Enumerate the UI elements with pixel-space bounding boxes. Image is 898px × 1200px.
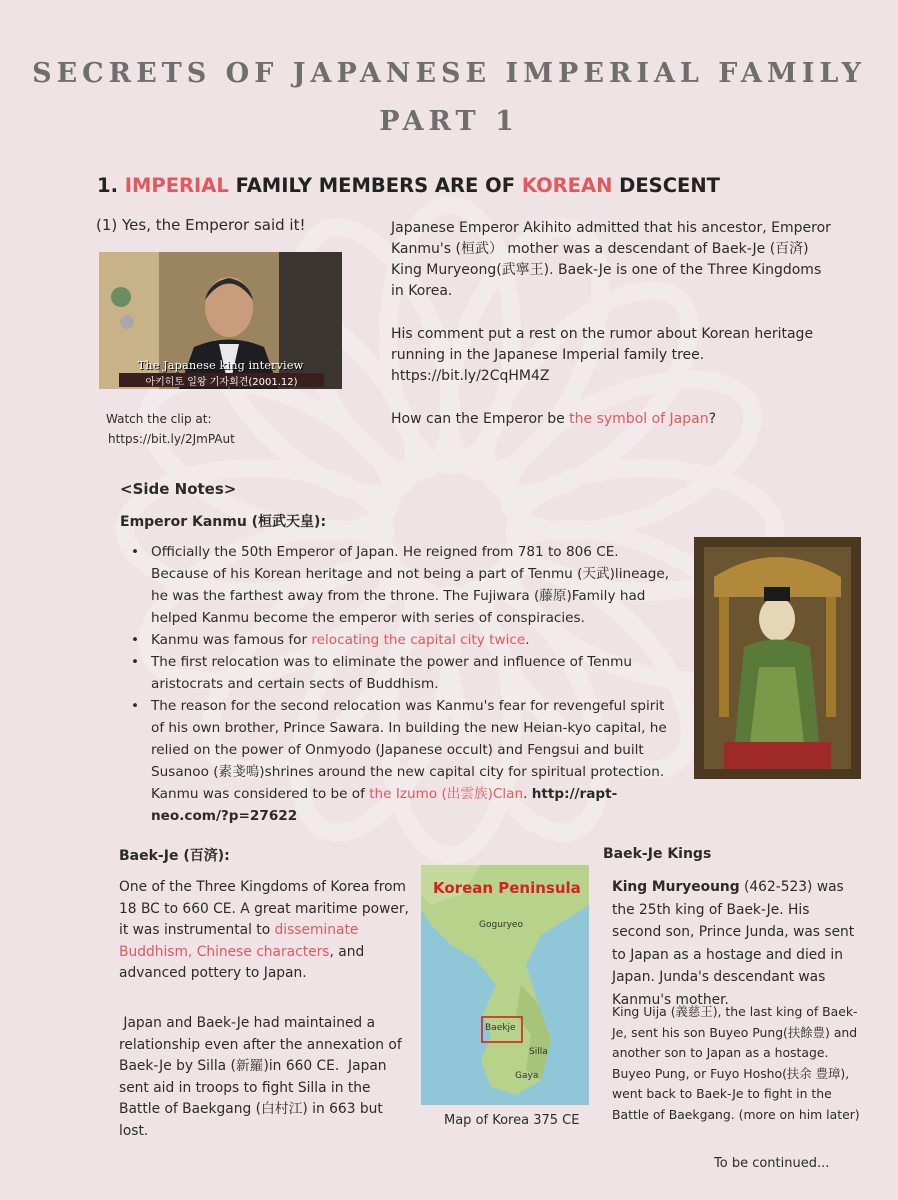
list-item — [119, 541, 679, 629]
section-heading — [97, 174, 720, 197]
baekje-paragraph-2: Japan and Baek-Je had maintained a relationship even after the annexation of Baek-Je by Silla (新羅)in 660 CE. Japan sent aid in troops to fight Silla in the Battle of Baekgang (白村江) in 663 but lost. — [119, 1015, 407, 1139]
bullet-icon: • — [131, 698, 140, 714]
clip-link[interactable]: https://bit.ly/2JmPAut — [108, 432, 235, 446]
map-label-baekje: Baekje — [485, 1023, 516, 1033]
kanmu-bullet-list — [119, 541, 679, 827]
baekje-paragraph-1 — [119, 877, 409, 985]
p3-start: How can the Emperor be — [391, 411, 570, 427]
bullet-text: The first relocation was to eliminate the power and influence of Tenmu aristocrats and certain sects of Buddhism. — [151, 654, 632, 692]
rapt-link[interactable]: http://rapt-neo.com/?p=27622 — [151, 786, 618, 824]
bullet-text-red: relocating the capital city twice — [311, 632, 526, 648]
bullet-text-b: . — [525, 632, 530, 648]
kanmu-heading: Emperor Kanmu (桓武天皇): — [120, 514, 327, 530]
bullet-icon: • — [131, 544, 140, 560]
section-tail: DESCENT — [612, 174, 720, 197]
bullet-text: Officially the 50th Emperor of Japan. He reigned from 781 to 806 CE. Because of his Korean heritage and not being a part of Tenmu (天武)lineage, he was the farthest away from the throne. The Fujiwara (藤原)Family had helped Kanmu become the emperor with series of conspiracies. — [151, 544, 670, 626]
to-be-continued: To be continued... — [714, 1156, 830, 1171]
map-label-goguryeo: Goguryeo — [479, 920, 523, 930]
section-number: 1. — [97, 174, 125, 197]
korea-map — [421, 865, 589, 1105]
emperor-paragraph-1: Japanese Emperor Akihito admitted that his ancestor, Emperor Kanmu's (桓武） mother was a descendant of Baek-Je (百済) King Muryeong(武寧王). Baek-Je is one of the Three Kingdoms in Korea. — [391, 220, 831, 299]
clip-label: Watch the clip at: — [106, 412, 212, 426]
map-caption: Map of Korea 375 CE — [444, 1113, 580, 1128]
king-muryeoung-name: King Muryeoung — [612, 879, 740, 895]
section-word-korean: KOREAN — [521, 174, 613, 197]
video-caption-korean-text: 아키히토 일왕 기자회견 — [145, 377, 249, 388]
kanmu-portrait — [694, 537, 861, 779]
list-item — [119, 651, 679, 695]
video-caption-date: (2001.12) — [248, 377, 298, 388]
emperor-source-link[interactable]: https://bit.ly/2CqHM4Z — [391, 368, 550, 384]
emperor-video-still[interactable] — [99, 252, 342, 389]
bullet-text-a: The reason for the second relocation was Kanmu's fear for revengeful spirit of his own brother, Prince Sawara. In building the new Heian-kyo capital, he relied on the power of Onmyodo (Japanese occult) and Fengsui and built Susanoo (素戔嗚)shrines around the new capital city for spiritual protection. Kanmu was considered to be of — [151, 698, 667, 802]
section-mid: FAMILY MEMBERS ARE OF — [228, 174, 522, 197]
bullet-text-b: . — [523, 786, 532, 802]
map-label-silla: Silla — [529, 1047, 548, 1057]
bullet-text-red: the Izumo (出雲族)Clan — [369, 786, 524, 802]
baekje-p1-highlight: disseminate Buddhism, Chinese characters — [119, 922, 359, 960]
baekje-p1-start: One of the Three Kingdoms of Korea from 18 BC to 660 CE. A great maritime power, it was instrumental to — [119, 879, 409, 938]
p3-highlight: the symbol of Japan — [569, 411, 709, 427]
bullet-icon: • — [131, 654, 140, 670]
page-title-line2: PART 1 — [379, 106, 519, 137]
side-notes-heading: <Side Notes> — [120, 480, 237, 498]
kings-paragraph-1 — [612, 876, 860, 1011]
video-caption-english: The Japanese king interview — [137, 358, 304, 372]
emperor-paragraph-3 — [391, 409, 716, 430]
baekje-heading: Baek-Je (百済): — [119, 848, 230, 864]
kings-heading: Baek-Je Kings — [603, 846, 712, 862]
bullet-text-a: Kanmu was famous for — [151, 632, 312, 648]
list-item — [119, 695, 679, 827]
list-item — [119, 629, 679, 651]
section-word-imperial: IMPERIAL — [124, 174, 229, 197]
p3-end: ? — [708, 411, 717, 427]
emperor-paragraph-2: His comment put a rest on the rumor about Korean heritage running in the Japanese Imperial family tree. — [391, 326, 814, 363]
kanmu-painting-icon — [694, 537, 861, 779]
video-caption-korean — [119, 373, 324, 387]
map-label-gaya: Gaya — [515, 1071, 539, 1081]
map-title: Korean Peninsula — [433, 879, 581, 897]
baekje-p1-end: , and advanced pottery to Japan. — [119, 943, 365, 981]
page-title-line1: SECRETS OF JAPANESE IMPERIAL FAMILY — [32, 58, 866, 89]
korea-map-icon — [421, 865, 589, 1105]
emperor-subheading: (1) Yes, the Emperor said it! — [96, 216, 306, 234]
kings-p1-text: (462-523) was the 25th king of Baek-Je. His second son, Prince Junda, was sent to Japan as a hostage and died in Japan. Junda's descendant was Kanmu's mother. — [612, 879, 855, 1008]
bullet-icon: • — [131, 632, 140, 648]
kings-paragraph-2: King Uija (義慈王), the last king of Baek-Je, sent his son Buyeo Pung(扶餘豊) and another son to Japan as a hostage. Buyeo Pung, or Fuyo Hosho(扶余 豊璋), went back to Baek-Je to fight in the Battle of Baekgang. (more on him later) — [612, 1004, 860, 1122]
